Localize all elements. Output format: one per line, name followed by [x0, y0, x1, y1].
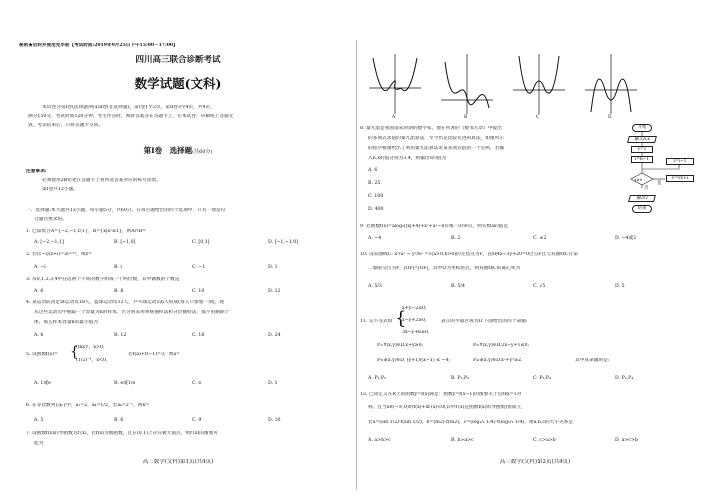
question-2-stem: 2. 若(1−i)(z+i)=2i²⁰¹⁹，则z=: [26, 252, 92, 257]
graph-panel-c: [513, 52, 565, 122]
question-12-stem-1: 12. 已知定义在R上的函数y=f(x)满足：函数y=f(x−1)的图象关于直线x=1对: [360, 392, 522, 397]
question-5-stem: 5. 设函数f(x)=: [26, 352, 58, 357]
question-6-stem: 6. 在等比数列{aₙ}中，a₁=2，a₄=1/2，若aₖ=2⁻⁵，则k=: [26, 403, 150, 408]
graph-d-svg: [585, 52, 637, 114]
question-5-piece-2: (1/2)⁻ˣ，x<0，: [76, 358, 111, 363]
intro-line-1: 本试卷分第Ⅰ卷(选择题)和第Ⅱ卷(非选择题)。第Ⅰ卷1至2页，第Ⅱ卷3至4页，共4页，: [42, 105, 215, 110]
section-points: (共60分): [192, 149, 213, 155]
question-11-option-d: D. P₃,P₄: [615, 376, 634, 381]
question-3-option-d: D. 12: [268, 289, 281, 294]
question-1-option-c: C. [0,1]: [192, 240, 210, 245]
question-7-stem-1: 7. 设函数f(x)的导函数为f′(x)，若f(x)为偶函数，且在(0,1)上存在极大值点，则f′(x)的图象可: [26, 431, 218, 436]
question-3-option-a: A. 6: [34, 289, 44, 294]
question-4-option-c: C. 18: [192, 333, 205, 338]
flowchart-assign-v: v=1: [631, 146, 653, 153]
intro-line-2: 满分150分，考试时间120分钟。考生作答时，须将答案答在答题卡上，在本试卷、草稿纸上答题无: [28, 114, 234, 119]
question-8-stem-4: 入n,x的值分别为3,4，则输出v的值为: [368, 156, 447, 161]
question-6-option-c: C. 9: [192, 418, 202, 423]
footer-left: 高三数学(文科)第1页(共4页): [142, 459, 214, 465]
question-11-p2: P₂:∀(x,y)∈D,2x−y+1≤0;: [473, 343, 530, 348]
question-5-stem-tail: 若f(a)+f(−1)=3，则a=: [128, 352, 181, 357]
question-4-option-b: B. 12: [114, 333, 127, 338]
question-6-option-d: D. 10: [268, 418, 281, 423]
question-3-option-c: C. 10: [192, 289, 205, 294]
graph-b-label: B: [464, 115, 468, 120]
question-12-option-d: D. a>c>b: [615, 438, 638, 443]
flowchart-start: 开始: [632, 124, 652, 132]
notice-2: 第Ⅰ卷共12小题。: [42, 187, 78, 192]
question-6-option-a: A. 5: [34, 418, 44, 423]
question-11-tail: 其中真命题的是:: [575, 358, 610, 363]
question-11-p1: P₁:∀(x,y)∈D,x+y≥0;: [377, 343, 424, 348]
flowchart-input: 输入n,x: [627, 136, 657, 143]
question-5-piece-1: (lnx)¹，x>0，: [76, 345, 108, 350]
question-1-stem: 1. 已知集合A={−2,−1,0,1}，B={x|x²≤1}，则A∩B=: [26, 229, 146, 234]
question-11-stem-post: 表示的平面区域为D.下面给出的四个命题:: [441, 319, 528, 324]
flowchart: [619, 122, 699, 220]
paper-title: 数学试题(文科): [134, 77, 222, 91]
question-1-option-a: A. [−2,−1,1]: [34, 240, 64, 245]
question-7-stem-2: 能为: [34, 441, 44, 446]
question-9-option-d: D. −4或2: [615, 236, 637, 241]
intro-line-3: 效。考试结束后，只将答题卡交回。: [28, 123, 104, 128]
question-8-option-a: A. 6: [368, 168, 378, 173]
footer-right: 高三数学(文科)第2页(共4页): [499, 459, 571, 465]
notice-label: 注意事项:: [26, 169, 47, 174]
school-title: 四川高三联合诊断考试: [135, 55, 221, 65]
question-3-option-b: B. 8: [114, 289, 124, 294]
question-10-stem-2: 二象限交点为P，|OP|=|OF|，其中O为坐标原点，则双曲线C的离心率为: [368, 266, 521, 271]
question-8-option-d: D. 400: [368, 207, 384, 212]
question-11-stem-pre: 11. 记不等式组: [360, 319, 393, 324]
question-5-brace: {: [70, 344, 79, 360]
question-5-option-b: B. e或1/e: [114, 381, 136, 386]
question-6-option-b: B. 6: [114, 418, 124, 423]
question-10-option-c: C. √5: [533, 284, 546, 289]
graph-d-label: D: [608, 115, 612, 120]
question-8-option-b: B. 25: [368, 181, 381, 186]
question-10-option-d: D. 5: [615, 284, 625, 289]
flowchart-loop-v: v=vx+i: [666, 175, 694, 182]
flowchart-output: 输出v: [628, 195, 656, 202]
question-9-option-a: A. −4: [368, 236, 382, 241]
left-page: [0, 0, 356, 504]
question-2-option-b: B. i: [114, 265, 122, 270]
question-11-brace: {: [395, 309, 407, 329]
question-8-stem-2: 的多项式求值的秦九韶算法，至今仍是比较先进的算法，如图所示: [368, 136, 504, 141]
graph-a-label: A: [392, 115, 396, 120]
question-11-p4: P₄:∃(x,y)∈D,x²+y²≥2.: [473, 358, 523, 363]
question-10-option-a: A. 5/3: [368, 284, 382, 289]
graph-a-svg: [369, 52, 421, 114]
question-12-stem-3: 若a=(sin 1/2)·f(sin 1/2)，b=(ln2)·f(ln2)，c=(log₁/₂ 1/4)·f(log₁/₂ 1/4)，则a,b,c的大小关系是: [368, 420, 574, 425]
graph-b-svg: [441, 52, 493, 114]
part-intro-2: 合题目要求的。: [34, 217, 67, 222]
question-5-option-a: A. 1或e: [34, 381, 51, 386]
question-10-stem-1: 10. 设双曲线C: x²/a² − y²/b² =1(a>0,b>0)的左焦点为F，直线4x−3y+20=0过点F且与双曲线C在第: [360, 252, 578, 257]
flowchart-assign-i: i=n−1: [631, 156, 653, 163]
question-11-option-a: A. P₁,P₂: [368, 376, 386, 381]
question-3-stem: 3. 从0,1,2,3,4中任选两个不同的数字组成一个两位数，其中偶数的个数是: [26, 277, 180, 282]
section-title: [0, 146, 356, 157]
question-12-stem-2: 称，且当x∈(−∞,0)时f(x)+xf′(x)<0(其中f′(x)是函数f(x)的导函数)恒成立，: [368, 405, 526, 410]
question-8-stem-1: 8. 秦九韶是我国南宋时期的数学家，他在所著的《数书九章》中提出: [360, 126, 502, 131]
question-4-stem-3: 体，那么样本容量n的最小值为: [34, 320, 98, 325]
question-4-stem-1: 4. 某运动队由足球运动员18人，篮球运动员12人，乒乓球运动员6人组成(每人只参加一项)，现: [26, 300, 224, 305]
question-8-option-c: C. 100: [368, 194, 384, 199]
question-9-stem: 9. 若函数f(x)=alog₂(|x|+4)+x²+a²−8有唯一的零点，则实数a的值是: [360, 224, 509, 229]
question-12-option-a: A. a>b>c: [368, 438, 391, 443]
question-5-option-c: C. e: [192, 381, 202, 386]
question-2-option-c: C. −1: [192, 265, 206, 270]
question-11-sys-1: x+y−2≤0，: [402, 306, 430, 311]
flowchart-end: 结束: [632, 205, 652, 213]
right-page: [357, 0, 713, 504]
question-4-stem-2: 从这些运动员中抽取一个容量为n的样本，若分别采用系统抽样法和分层抽样法，都不用剔除个: [34, 310, 230, 315]
question-10-option-b: B. 5/4: [451, 284, 465, 289]
graph-c-svg: [513, 52, 565, 114]
flowchart-loop-i: i=i−1: [666, 158, 694, 165]
question-12-option-b: B. b>a>c: [451, 438, 474, 443]
question-11-sys-3: 3x−y+6≥0，: [402, 330, 433, 335]
question-12-option-c: C. c>a>b: [533, 438, 556, 443]
question-11-sys-2: x−y+2≥0，: [402, 318, 430, 323]
question-5-option-d: D. 1: [268, 381, 278, 386]
question-11-option-c: C. P₂,P₄: [533, 376, 551, 381]
question-2-option-a: A. −i: [34, 265, 46, 270]
graph-panel-d: [585, 52, 637, 122]
notice-1: 必须使用2B铅笔在答题卡上将所选答案对应的标号涂黑。: [42, 178, 161, 183]
question-1-option-d: D. [−1,−1,0]: [268, 240, 299, 245]
question-11-p3: P₃:∃(x,y)∈D, (y+1)/(x−1) ≤ −4;: [377, 358, 451, 363]
secret-line: 秘密★启封并使用完毕前【考试时间:2019年9月25日下午15:00－17:00】: [19, 43, 178, 48]
flowchart-no: 否: [644, 186, 649, 191]
graph-panel-a: [369, 52, 421, 122]
question-8-stem-3: 的程序框图给出了利用秦九韶算法求某多项式值的一个实例，若输: [368, 146, 504, 151]
part-intro-1: 一、选择题:本大题共12小题，每小题5分，共60分。在每小题给出的四个选项中，只有一项是符: [26, 208, 226, 213]
section-title-text: 第Ⅰ卷 选择题: [143, 146, 193, 155]
question-4-option-a: A. 6: [34, 333, 44, 338]
question-9-option-c: C. ±2: [533, 236, 547, 241]
flowchart-yes: 是: [657, 181, 662, 186]
graph-panel-b: [441, 52, 493, 122]
graph-c-label: C: [536, 115, 540, 120]
question-11-option-b: B. P₂,P₃: [451, 376, 469, 381]
flowchart-condition: i≥0: [635, 177, 643, 182]
question-9-option-b: B. 2: [451, 236, 461, 241]
question-2-option-d: D. 1: [268, 265, 278, 270]
question-4-option-d: D. 24: [268, 333, 281, 338]
question-1-option-b: B. [−1,0]: [114, 240, 136, 245]
